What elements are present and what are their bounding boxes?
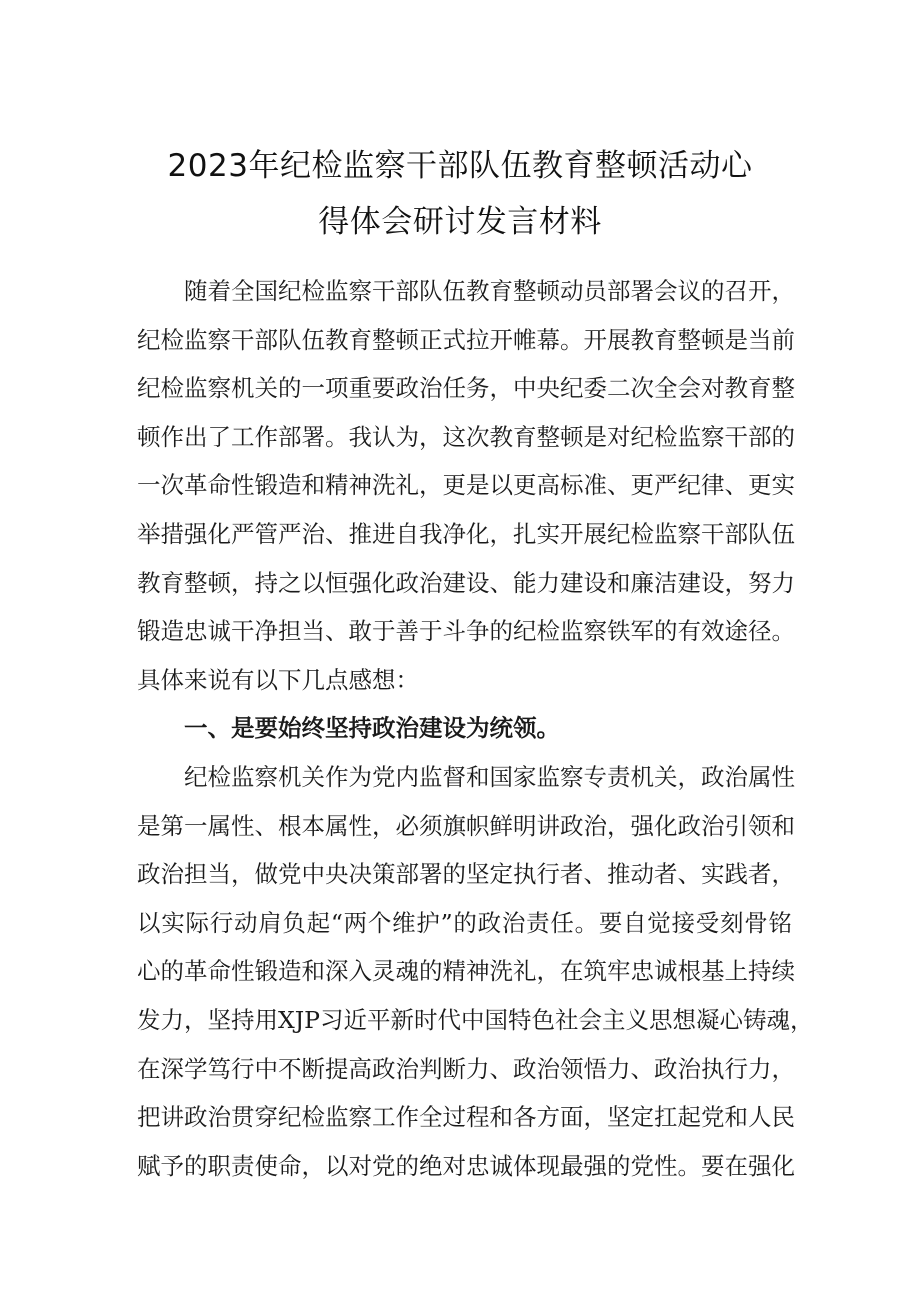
document-body <box>137 267 814 1190</box>
title-line: 2023年纪检监察干部队伍教育整顿活动心 <box>167 148 753 184</box>
paragraph-line: 举措强化严管严治、推进自我净化，扎实开展纪检监察干部队伍 <box>137 519 795 548</box>
paragraph-line: 赋予的职责使命，以对党的绝对忠诚体现最强的党性。要在强化 <box>137 1151 795 1180</box>
document-title <box>130 138 790 250</box>
paragraph-line: 教育整顿，持之以恒强化政治建设、能力建设和廉洁建设，努力 <box>137 568 795 597</box>
paragraph-line: 一次革命性锻造和精神洗礼，更是以更高标准、更严纪律、更实 <box>137 471 795 500</box>
paragraph-line: 锻造忠诚干净担当、敢于善于斗争的纪检监察铁军的有效途径。 <box>137 617 795 646</box>
paragraph-line: 纪检监察干部队伍教育整顿正式拉开帷幕。开展教育整顿是当前 <box>137 325 795 354</box>
paragraph-line: 以实际行动肩负起“两个维护”的政治责任。要自觉接受刻骨铭 <box>137 908 792 937</box>
paragraph-line: 纪检监察机关作为党内监督和国家监察专责机关，政治属性 <box>184 762 795 791</box>
paragraph-line: 在深学笃行中不断提高政治判断力、政治领悟力、政治执行力， <box>137 1054 795 1083</box>
paragraph-line: 顿作出了工作部署。我认为，这次教育整顿是对纪检监察干部的 <box>137 422 795 451</box>
paragraph-line: 是第一属性、根本属性，必须旗帜鲜明讲政治，强化政治引领和 <box>137 811 795 840</box>
section-heading: 一、是要始终坚持政治建设为统领。 <box>184 714 560 743</box>
paragraph-line: 政治担当，做党中央决策部署的坚定执行者、推动者、实践者， <box>137 860 795 889</box>
paragraph-line: 心的革命性锻造和深入灵魂的精神洗礼，在筑牢忠诚根基上持续 <box>137 957 795 986</box>
paragraph-line: 具体来说有以下几点感想： <box>137 665 419 694</box>
paragraph-line: 发力，坚持用XJP习近平新时代中国特色社会主义思想凝心铸魂， <box>137 1005 814 1034</box>
paragraph-line: 纪检监察机关的一项重要政治任务，中央纪委二次全会对教育整 <box>137 374 795 403</box>
paragraph-line: 随着全国纪检监察干部队伍教育整顿动员部署会议的召开， <box>184 277 795 305</box>
paragraph-line: 把讲政治贯穿纪检监察工作全过程和各方面，坚定扛起党和人民 <box>137 1103 795 1132</box>
title-line: 得体会研讨发言材料 <box>318 204 602 240</box>
